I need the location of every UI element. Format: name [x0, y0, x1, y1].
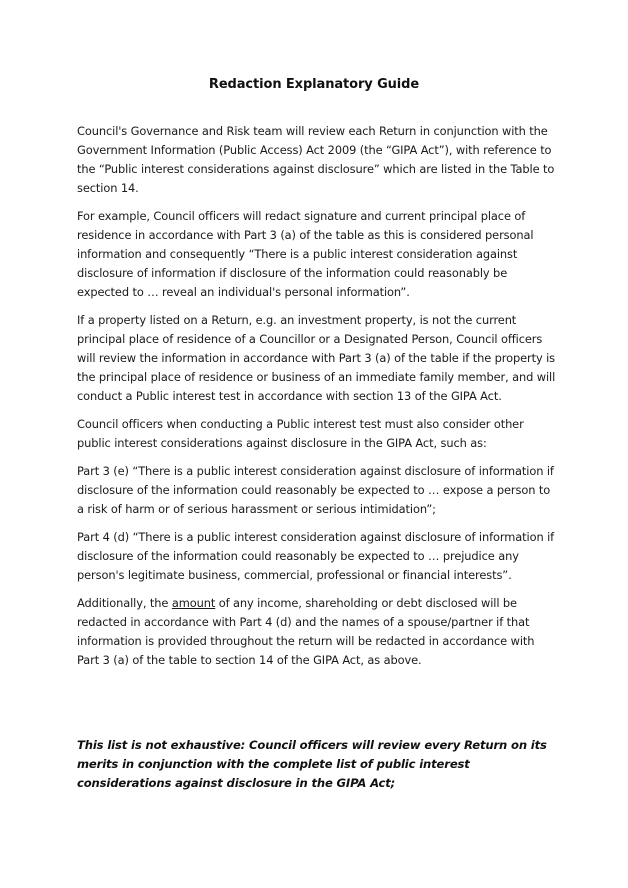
paragraph-public-interest-test: Council officers when conducting a Public interest test must also consider other public interest considerations against disclosure in the GIPA Act, such as: — [77, 417, 524, 450]
paragraph-property: If a property listed on a Return, e.g. an investment property, is not the current principal place of residence of a Councillor or a Designated Person, Council officers will review the information in accordance with Part 3 (a) of the table if the property is the principal place of residence or business of an immediate family member, and will conduct a Public interest test in accordance with section 13 of the GIPA Act. — [77, 313, 556, 403]
paragraph-part-4d: Part 4 (d) “There is a public interest consideration against disclosure of information if disclosure of the information could reasonably be expected to … prejudice any person's legitimate business, commercial, professional or financial interests”. — [77, 530, 555, 582]
additionally-text-after: of any income, shareholding or debt disclosed will be redacted in accordance with Part 4 (d) and the names of a spouse/partner if that information is provided throughout the return will be redacted in accordance with Part 3 (a) of the table to section 14 of the GIPA Act, as above. — [77, 596, 535, 667]
additionally-text-before: Additionally, the — [77, 596, 172, 610]
document-title: Redaction Explanatory Guide — [208, 77, 420, 92]
paragraph-additionally — [77, 594, 557, 670]
closing-note: This list is not exhaustive: Council officers will review every Return on its merits in conjunction with the complete list of public interest considerations against disclosure in the GIPA Act; — [77, 738, 547, 790]
paragraph-part-3e: Part 3 (e) “There is a public interest consideration against disclosure of information if disclosure of the information could reasonably be expected to … expose a person to a risk of harm or of serious harassment or serious intimidation”; — [77, 464, 554, 516]
amount-underlined: amount — [171, 596, 216, 610]
paragraph-example: For example, Council officers will redact signature and current principal place of residence in accordance with Part 3 (a) of the table as this is considered personal information and consequently “There is a public interest consideration against disclosure of information if disclosure of the information could reasonably be expected to … reveal an individual's personal information”. — [77, 209, 534, 299]
paragraph-intro: Council's Governance and Risk team will review each Return in conjunction with the Government Information (Public Access) Act 2009 (the “GIPA Act”), with reference to the “Public interest considerations against disclosure” which are listed in the Table to section 14. — [77, 124, 555, 195]
document-body — [77, 122, 557, 679]
